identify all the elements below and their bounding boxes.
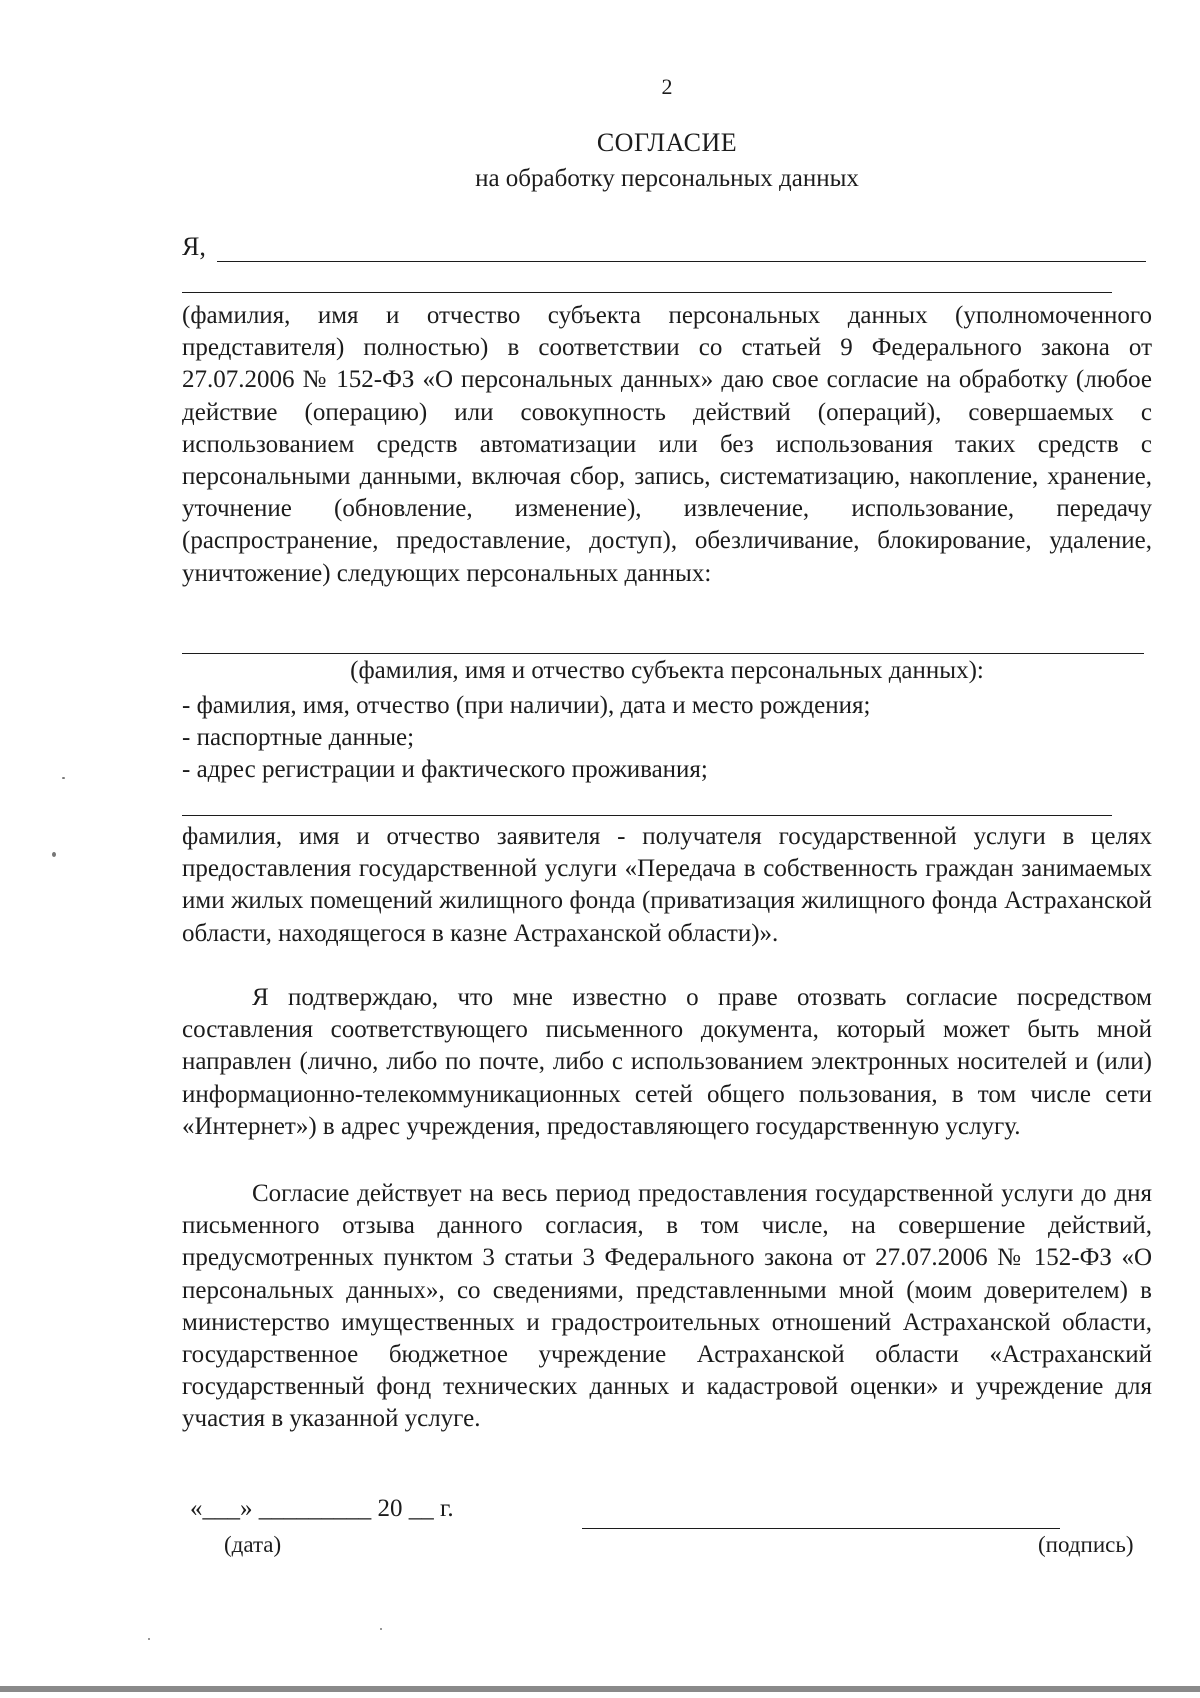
consent-paragraph-2 bbox=[182, 821, 1152, 950]
scan-speck bbox=[380, 1628, 382, 1630]
scan-speck bbox=[148, 1638, 150, 1640]
paragraph-4-text: Согласие действует на весь период предоставления государственной услуги до дня письменного отзыва данного согласия, в том числе, на совершение действий, предусмотренных пунктом 3 статьи 3 Федерального закона от 27.07.2006 № 152-ФЗ «О персональных данных», со сведениями, представленными мной (моим доверителем) в министерство имущественных и градостроительных отношений Астраханской области, государственное бюджетное учреждение Астраханской области «Астраханский государственный фонд технических данных и кадастровой оценки» и учреждение для участия в указанной услуге. bbox=[182, 1180, 1152, 1433]
applicant-line bbox=[182, 815, 1112, 816]
signature-caption: (подпись) bbox=[1038, 1532, 1134, 1557]
document-title: СОГЛАСИЕ bbox=[596, 128, 738, 157]
paragraph-3-text: Я подтверждаю, что мне известно о праве отозвать согласие посредством составления соответствующего письменного документа, который может быть мной направлен (лично, либо по почте, либо с использованием электронных носителей и (или) информационно-телекоммуникационных сетей общего пользования, в том числе сети «Интернет») в адрес учреждения, предоставляющего государственную услугу. bbox=[182, 984, 1152, 1140]
list-item: - адрес регистрации и фактического проживания; bbox=[182, 756, 708, 783]
scan-speck bbox=[62, 777, 65, 779]
document-subtitle: на обработку персональных данных bbox=[475, 165, 859, 192]
page-number: 2 bbox=[661, 74, 673, 99]
consent-paragraph-1 bbox=[182, 300, 1152, 590]
subject-name-line bbox=[182, 653, 1144, 654]
ya-label: Я, bbox=[182, 232, 206, 261]
paragraph-1-text: (фамилия, имя и отчество субъекта персональных данных (уполномоченного представителя) полностью) в соответствии со статьей 9 Федерального закона от 27.07.2006 № 152-ФЗ «О персональных данных» даю свое согласие на обработку (любое действие (операцию) или совокупность действий (операций), совершаемых с использованием средств автоматизации или без использования таких средств с персональными данными, включая сбор, запись, систематизацию, накопление, хранение, уточнение (обновление, изменение), извлечение, использование, передачу (распространение, предоставление, доступ), обезличивание, блокирование, удаление, уничтожение) следующих персональных данных: bbox=[182, 302, 1152, 587]
date-caption: (дата) bbox=[224, 1532, 282, 1557]
subject-caption: (фамилия, имя и отчество субъекта персональных данных): bbox=[350, 657, 984, 684]
scan-speck bbox=[52, 852, 56, 857]
date-field: «___» _________ 20 __ г. bbox=[190, 1495, 454, 1522]
consent-paragraph-4 bbox=[182, 1178, 1152, 1436]
data-list bbox=[182, 690, 1152, 786]
paragraph-2-text: фамилия, имя и отчество заявителя - получателя государственной услуги в целях предоставления государственной услуги «Передача в собственность граждан занимаемых ими жилых помещений жилищного фонда (приватизация жилищного фонда Астраханской области, находящегося в казне Астраханской области)». bbox=[182, 823, 1152, 947]
applicant-name-line-2 bbox=[182, 292, 1112, 293]
applicant-name-line-1 bbox=[217, 261, 1146, 262]
list-item: - паспортные данные; bbox=[182, 724, 415, 751]
consent-paragraph-3 bbox=[182, 982, 1152, 1143]
list-item: - фамилия, имя, отчество (при наличии), дата и место рождения; bbox=[182, 692, 871, 719]
signature-line bbox=[582, 1528, 1060, 1529]
scan-bottom-edge bbox=[0, 1686, 1200, 1692]
